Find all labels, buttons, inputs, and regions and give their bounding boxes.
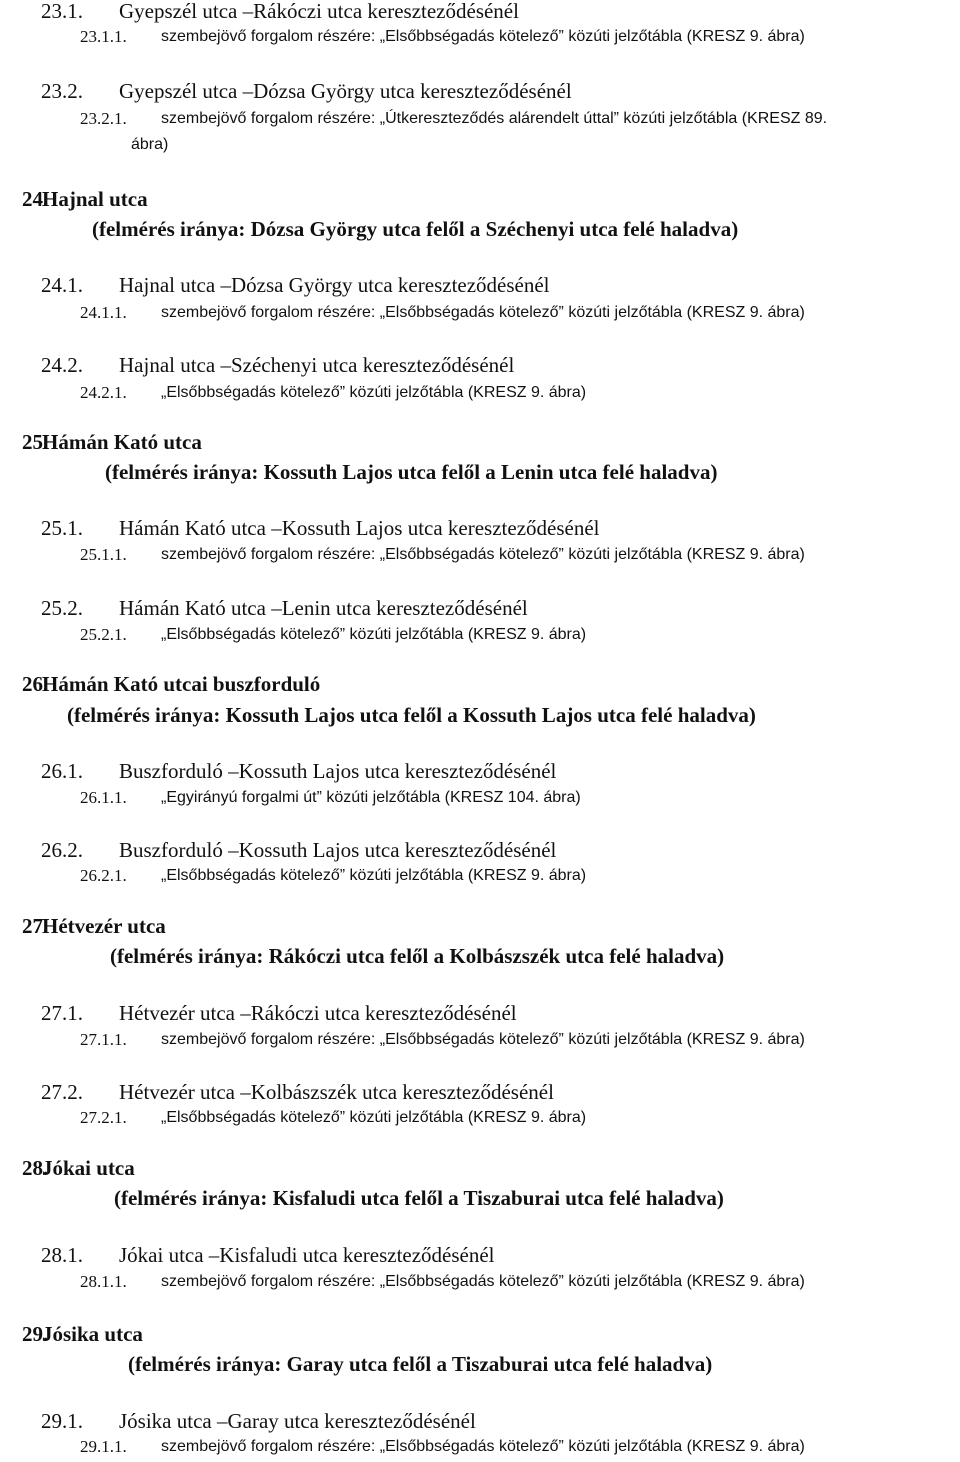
subsection-title: Buszforduló –Kossuth Lajos utca kereszteződésénél (119, 759, 557, 783)
survey-direction: (felmérés iránya: Kossuth Lajos utca felől a Lenin utca felé haladva) (105, 460, 718, 484)
item-number: 23.1.1. (80, 27, 127, 46)
subsection-title: Jósika utca –Garay utca kereszteződésénél (119, 1409, 476, 1433)
subsection-number: 23.2. (41, 79, 83, 103)
subsection-title: Jókai utca –Kisfaludi utca kereszteződésénél (119, 1243, 495, 1267)
section-title: Hajnal utca (42, 187, 148, 211)
item-number: 25.2.1. (80, 625, 127, 644)
item-text: „Elsőbbségadás kötelező” közúti jelzőtábla (KRESZ 9. ábra) (161, 626, 587, 643)
item-text: szembejövő forgalom részére: „Elsőbbségadás kötelező” közúti jelzőtábla (KRESZ 9. ábra) (161, 1273, 805, 1290)
subsection-number: 25.2. (41, 596, 83, 620)
item-continuation: ábra) (131, 136, 169, 153)
item-number: 24.1.1. (80, 303, 127, 322)
survey-direction: (felmérés iránya: Dózsa György utca felől a Széchenyi utca felé haladva) (92, 217, 739, 241)
item-text: szembejövő forgalom részére: „Elsőbbségadás kötelező” közúti jelzőtábla (KRESZ 9. ábra) (161, 28, 805, 45)
subsection-number: 28.1. (41, 1243, 83, 1267)
section-number: 27. (22, 914, 49, 938)
survey-direction: (felmérés iránya: Rákóczi utca felől a Kolbászszék utca felé haladva) (110, 944, 725, 968)
item-number: 27.1.1. (80, 1030, 127, 1049)
section-title: Jósika utca (42, 1322, 143, 1346)
item-number: 26.2.1. (80, 866, 127, 885)
item-text: „Elsőbbségadás kötelező” közúti jelzőtábla (KRESZ 9. ábra) (161, 384, 587, 401)
subsection-title: Hámán Kató utca –Lenin utca kereszteződésénél (119, 596, 528, 620)
section-title: Hámán Kató utca (42, 430, 202, 454)
section-number: 29. (22, 1322, 49, 1346)
survey-direction: (felmérés iránya: Garay utca felől a Tiszaburai utca felé haladva) (128, 1352, 713, 1376)
item-text: szembejövő forgalom részére: „Elsőbbségadás kötelező” közúti jelzőtábla (KRESZ 9. ábra) (161, 304, 805, 321)
subsection-number: 25.1. (41, 516, 83, 540)
survey-direction: (felmérés iránya: Kisfaludi utca felől a Tiszaburai utca felé haladva) (114, 1186, 724, 1210)
section-title: Jókai utca (42, 1156, 135, 1180)
item-text: „Elsőbbségadás kötelező” közúti jelzőtábla (KRESZ 9. ábra) (161, 1109, 587, 1126)
item-text: „Elsőbbségadás kötelező” közúti jelzőtábla (KRESZ 9. ábra) (161, 867, 587, 884)
item-number: 29.1.1. (80, 1437, 127, 1456)
subsection-number: 24.1. (41, 273, 83, 297)
section-number: 28. (22, 1156, 49, 1180)
item-number: 27.2.1. (80, 1108, 127, 1127)
subsection-title: Hétvezér utca –Rákóczi utca kereszteződésénél (119, 1001, 517, 1025)
subsection-number: 24.2. (41, 353, 83, 377)
subsection-number: 26.1. (41, 759, 83, 783)
item-number: 25.1.1. (80, 545, 127, 564)
subsection-number: 26.2. (41, 838, 83, 862)
subsection-title: Hámán Kató utca –Kossuth Lajos utca kereszteződésénél (119, 516, 600, 540)
item-text: „Egyirányú forgalmi út” közúti jelzőtábla (KRESZ 104. ábra) (161, 789, 581, 806)
subsection-number: 27.1. (41, 1001, 83, 1025)
item-text: szembejövő forgalom részére: „Útkereszteződés alárendelt úttal” közúti jelzőtábla (KRESZ 89. (161, 110, 828, 127)
section-number: 25. (22, 430, 49, 454)
subsection-title: Hajnal utca –Dózsa György utca kereszteződésénél (119, 273, 550, 297)
subsection-title: Gyepszél utca –Dózsa György utca kereszteződésénél (119, 79, 572, 103)
item-number: 28.1.1. (80, 1272, 127, 1291)
subsection-title: Gyepszél utca –Rákóczi utca kereszteződésénél (119, 0, 519, 23)
subsection-number: 29.1. (41, 1409, 83, 1433)
item-number: 23.2.1. (80, 109, 127, 128)
item-text: szembejövő forgalom részére: „Elsőbbségadás kötelező” közúti jelzőtábla (KRESZ 9. ábra) (161, 546, 805, 563)
section-number: 26. (22, 672, 49, 696)
section-title: Hámán Kató utcai buszforduló (42, 672, 321, 696)
survey-direction: (felmérés iránya: Kossuth Lajos utca felől a Kossuth Lajos utca felé haladva) (67, 703, 756, 727)
subsection-number: 23.1. (41, 0, 83, 23)
item-text: szembejövő forgalom részére: „Elsőbbségadás kötelező” közúti jelzőtábla (KRESZ 9. ábra) (161, 1031, 805, 1048)
subsection-title: Hétvezér utca –Kolbászszék utca kereszteződésénél (119, 1080, 554, 1104)
item-text: szembejövő forgalom részére: „Elsőbbségadás kötelező” közúti jelzőtábla (KRESZ 9. ábra) (161, 1438, 805, 1455)
item-number: 26.1.1. (80, 788, 127, 807)
subsection-title: Buszforduló –Kossuth Lajos utca kereszteződésénél (119, 838, 557, 862)
item-number: 24.2.1. (80, 383, 127, 402)
subsection-number: 27.2. (41, 1080, 83, 1104)
section-number: 24. (22, 187, 49, 211)
subsection-title: Hajnal utca –Széchenyi utca kereszteződésénél (119, 353, 515, 377)
section-title: Hétvezér utca (42, 914, 166, 938)
